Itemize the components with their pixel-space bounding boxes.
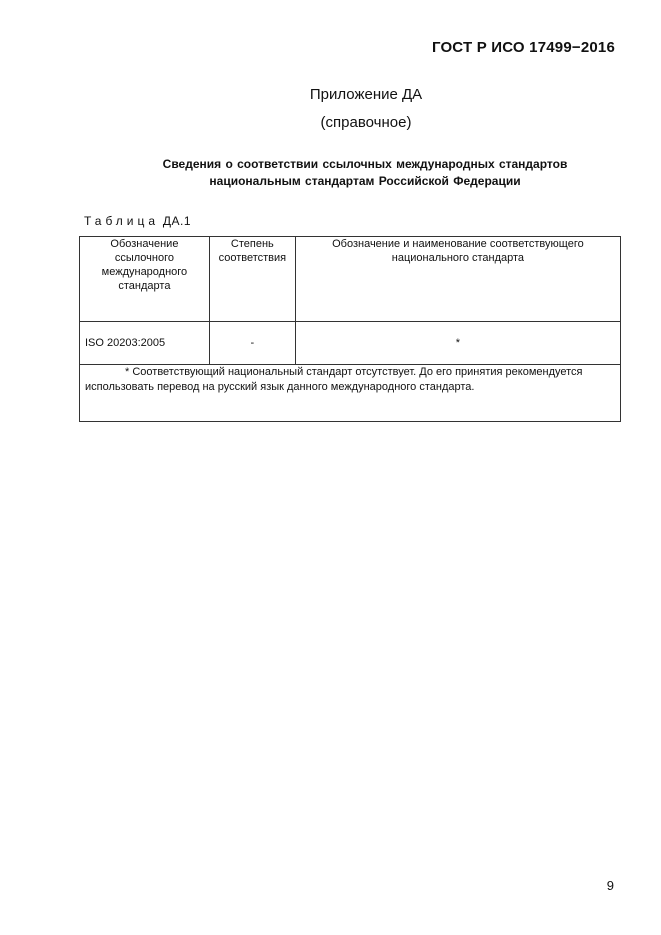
table-header-row bbox=[80, 237, 621, 322]
table-row bbox=[80, 322, 621, 365]
document-code: ГОСТ Р ИСО 17499−2016 bbox=[431, 39, 615, 56]
header-national-standard: Обозначение и наименование соответствующего национального стандарта bbox=[295, 237, 620, 322]
heading-line-1: Сведения о соответствии ссылочных международных стандартов bbox=[162, 157, 568, 171]
cell-national-standard: * bbox=[295, 322, 620, 365]
table-label-id: ДА.1 bbox=[162, 214, 192, 228]
table-footnote: * Соответствующий национальный стандарт отсутствует. До его принятия рекомендуется использовать перевод на русский язык данного международного стандарта. bbox=[80, 365, 621, 422]
header-degree-of-conformity: Степень соответствия bbox=[209, 237, 295, 322]
correspondence-table bbox=[79, 236, 621, 422]
table-label-word: Таблица bbox=[84, 214, 160, 228]
header-international-standard: Обозначение ссылочного международного стандарта bbox=[80, 237, 210, 322]
page-number: 9 bbox=[606, 878, 614, 893]
section-heading bbox=[110, 156, 620, 190]
table-footnote-row bbox=[80, 365, 621, 422]
annex-type: (справочное) bbox=[320, 114, 412, 131]
heading-line-2: национальным стандартам Российской Федерации bbox=[209, 174, 521, 188]
annex-title: Приложение ДА bbox=[309, 86, 423, 103]
table-label bbox=[84, 214, 191, 228]
cell-international-standard: ISO 20203:2005 bbox=[80, 322, 210, 365]
cell-degree-of-conformity: - bbox=[209, 322, 295, 365]
